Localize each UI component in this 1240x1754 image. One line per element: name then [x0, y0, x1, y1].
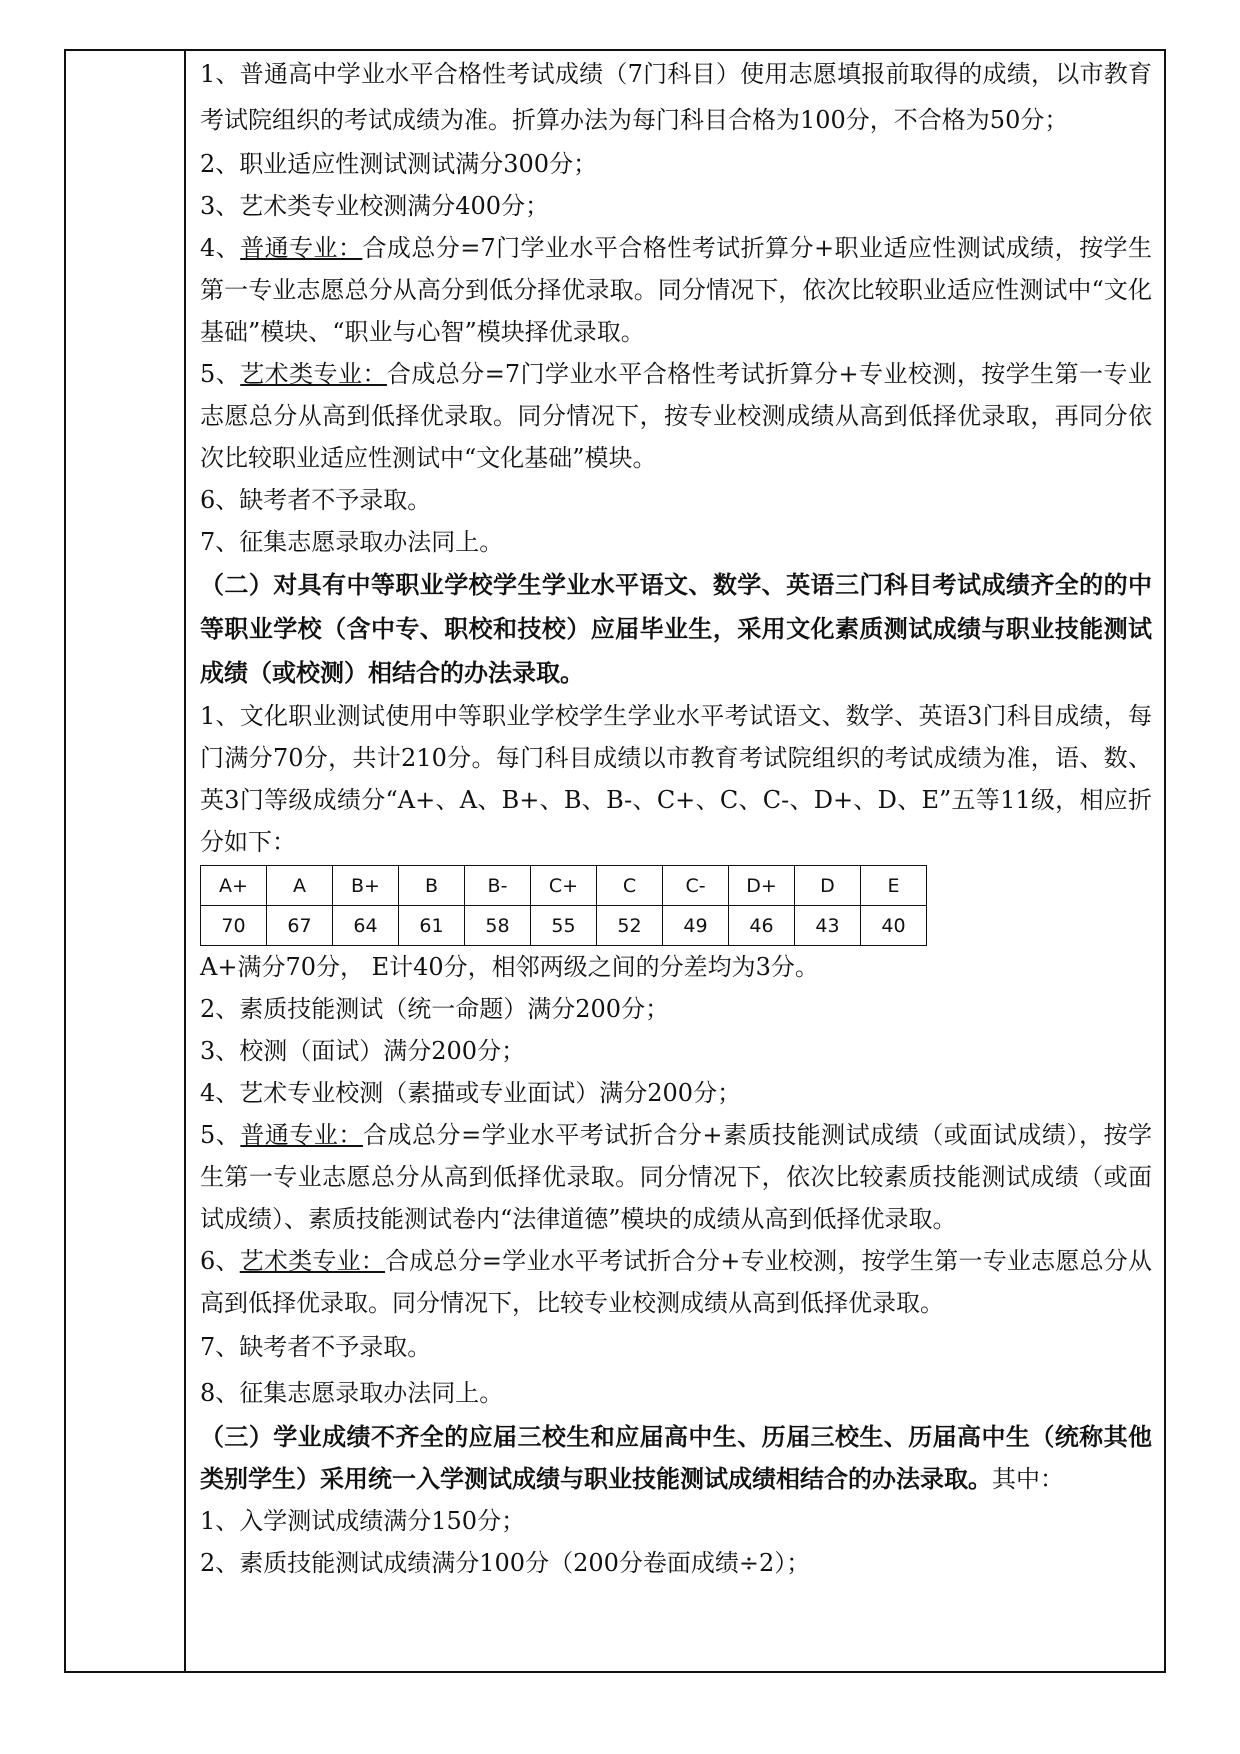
- left-column-cell: [66, 51, 186, 1671]
- section1-item: 2、职业适应性测试测试满分300分；: [200, 150, 598, 178]
- grade-cell: B+: [333, 866, 399, 906]
- grade-cell: B-: [465, 866, 531, 906]
- section3-heading-bold: （三）学业成绩不齐全的应届三校生和应届高中生、历届三校生、历届高中生（统称其他类别学生）采用统一入学测试成绩与职业技能测试成绩相结合的办法录取。: [200, 1422, 1152, 1493]
- score-row: [201, 906, 927, 946]
- grade-cell: C+: [531, 866, 597, 906]
- grade-row: [201, 866, 927, 906]
- score-cell: 61: [399, 906, 465, 946]
- section3-heading-tail: 其中：: [992, 1465, 1064, 1493]
- grade-cell: A+: [201, 866, 267, 906]
- item-text: 合成总分=学业水平考试折合分+素质技能测试成绩（或面试成绩），按学生第一专业志愿总分从高到低择优录取。同分情况下，依次比较素质技能测试成绩（或面试成绩）、素质技能测试卷内“法律道德”模块的成绩从高到低择优录取。: [200, 1121, 1153, 1233]
- section2-item: [200, 1114, 1152, 1240]
- section2-item: 2、素质技能测试（统一命题）满分200分；: [200, 995, 670, 1023]
- grade-cell: D: [795, 866, 861, 906]
- section2-item: [200, 1240, 1152, 1324]
- score-cell: 70: [201, 906, 267, 946]
- regular-major-label: 普通专业：: [240, 234, 363, 262]
- section1-item: 6、缺考者不予录取。: [200, 486, 432, 514]
- section2-item: A+满分70分， E计40分，相邻两级之间的分差均为3分。: [200, 953, 819, 981]
- section2-item: 3、校测（面试）满分200分；: [200, 1037, 526, 1065]
- section3-heading: [200, 1416, 1152, 1500]
- grade-cell: E: [861, 866, 927, 906]
- section1-item: [200, 227, 1152, 353]
- grade-cell: C: [597, 866, 663, 906]
- item-text: 合成总分=7门学业水平合格性考试折算分+专业校测，按学生第一专业志愿总分从高到低择优录取。同分情况下，按专业校测成绩从高到低择优录取，再同分依次比较职业适应性测试中“文化基础”模块。: [200, 360, 1152, 472]
- art-major-label: 艺术类专业：: [240, 360, 387, 388]
- section3-rules: [200, 1500, 1152, 1584]
- item-number: 5、: [200, 360, 241, 388]
- score-cell: 64: [333, 906, 399, 946]
- section1-item: [200, 353, 1152, 479]
- grade-cell: A: [267, 866, 333, 906]
- section2-item: 8、征集志愿录取办法同上。: [200, 1379, 504, 1407]
- grade-cell: B: [399, 866, 465, 906]
- section2-item: 7、缺考者不予录取。: [200, 1333, 432, 1361]
- section2-item: 4、艺术专业校测（素描或专业面试）满分200分；: [200, 1079, 742, 1107]
- item-number: 5、: [200, 1121, 241, 1149]
- document-table-frame: [64, 49, 1166, 1673]
- score-cell: 52: [597, 906, 663, 946]
- score-cell: 58: [465, 906, 531, 946]
- score-cell: 40: [861, 906, 927, 946]
- section3-item: 2、素质技能测试成绩满分100分（200分卷面成绩÷2）；: [200, 1549, 811, 1577]
- content-cell: [200, 51, 1152, 1584]
- section3-item: 1、入学测试成绩满分150分；: [200, 1507, 526, 1535]
- grade-cell: C-: [663, 866, 729, 906]
- section2-heading: （二）对具有中等职业学校学生学业水平语文、数学、英语三门科目考试成绩齐全的的中等职业学校（含中专、职校和技校）应届毕业生，采用文化素质测试成绩与职业技能测试成绩（或校测）相结合的办法录取。: [200, 570, 1152, 687]
- section2-intro: 1、文化职业测试使用中等职业学校学生学业水平考试语文、数学、英语3门科目成绩，每门满分70分，共计210分。每门科目成绩以市教育考试院组织的考试成绩为准，语、数、英3门等级成绩分“A+、A、B+、B、B-、C+、C、C-、D+、D、E”五等11级，相应折分如下：: [200, 702, 1152, 856]
- section1-item: 7、征集志愿录取办法同上。: [200, 528, 504, 556]
- art-major-label: 艺术类专业：: [239, 1247, 386, 1275]
- item-number: 6、: [200, 1247, 240, 1275]
- section2-rules: [200, 946, 1152, 1416]
- score-cell: 55: [531, 906, 597, 946]
- section1-rules: [200, 51, 1152, 563]
- score-cell: 49: [663, 906, 729, 946]
- grade-conversion-table: [200, 865, 927, 946]
- score-cell: 46: [729, 906, 795, 946]
- item-text: 合成总分=7门学业水平合格性考试折算分+职业适应性测试成绩，按学生第一专业志愿总分从高分到低分择优录取。同分情况下，依次比较职业适应性测试中“文化基础”模块、“职业与心智”模块择优录取。: [200, 234, 1152, 346]
- section1-item: 3、艺术类专业校测满分400分；: [200, 192, 550, 220]
- item-number: 4、: [200, 234, 241, 262]
- regular-major-label: 普通专业：: [240, 1121, 363, 1149]
- item-text: 合成总分=学业水平考试折合分+专业校测，按学生第一专业志愿总分从高到低择优录取。同分情况下，比较专业校测成绩从高到低择优录取。: [200, 1247, 1153, 1317]
- grade-cell: D+: [729, 866, 795, 906]
- section1-item: 1、普通高中学业水平合格性考试成绩（7门科目）使用志愿填报前取得的成绩，以市教育考试院组织的考试成绩为准。折算办法为每门科目合格为100分，不合格为50分；: [200, 60, 1152, 134]
- score-cell: 67: [267, 906, 333, 946]
- score-cell: 43: [795, 906, 861, 946]
